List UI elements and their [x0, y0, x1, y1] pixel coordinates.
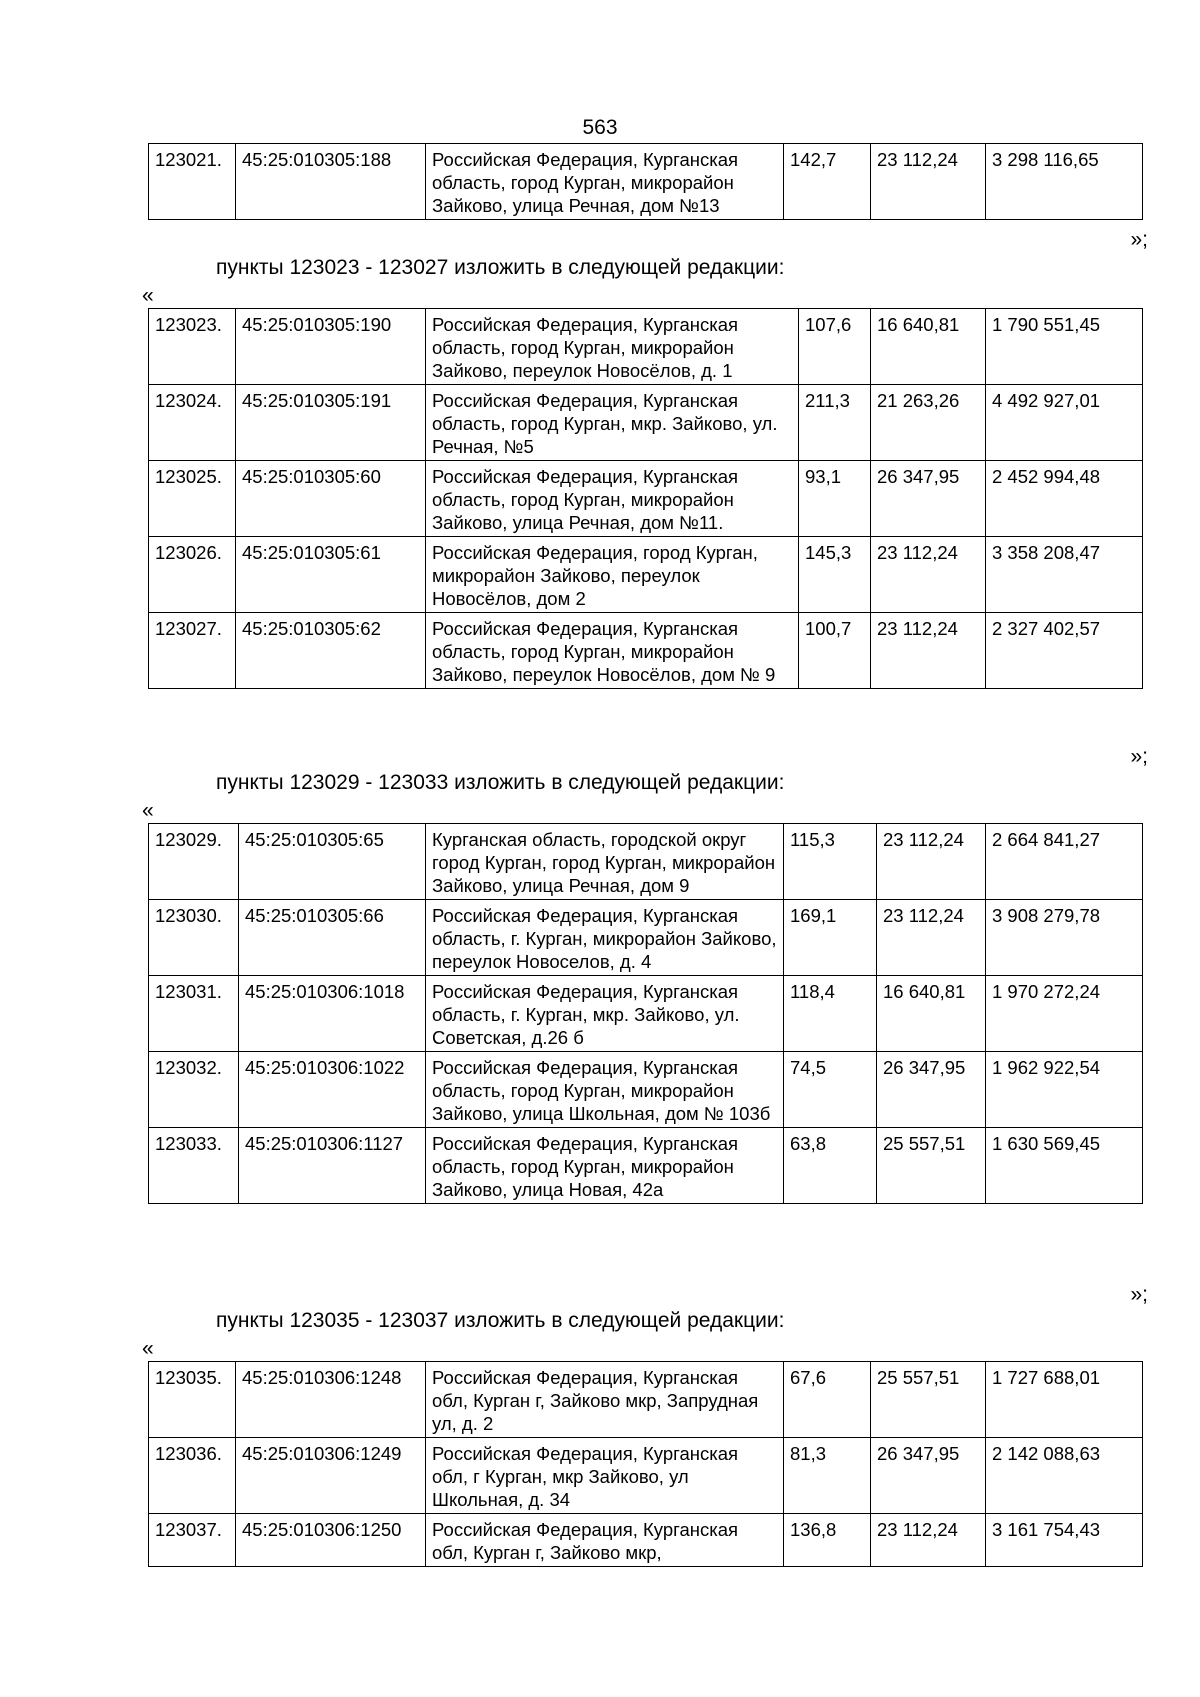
row-number-cell: 123037.: [149, 1514, 236, 1567]
table-row: [149, 824, 1143, 900]
amendment-intro-1: пункты 123023 - 123027 изложить в следующей редакции:: [216, 256, 785, 279]
items-table-2: [148, 823, 1143, 1204]
area-cell: 74,5: [784, 1052, 877, 1128]
rate-cell: 23 112,24: [871, 537, 986, 613]
area-cell: 145,3: [799, 537, 871, 613]
row-number-cell: 123023.: [149, 309, 236, 385]
address-cell: Российская Федерация, город Курган, микрорайон Зайково, переулок Новосёлов, дом 2: [426, 537, 799, 613]
row-number-cell: 123025.: [149, 461, 236, 537]
row-number-cell: 123033.: [149, 1128, 239, 1204]
area-cell: 118,4: [784, 976, 877, 1052]
table-block-1: [148, 308, 1142, 689]
items-table-3: [148, 1361, 1143, 1567]
area-cell: 63,8: [784, 1128, 877, 1204]
cadastral-value-cell: 3 358 208,47: [986, 537, 1143, 613]
table-body: [149, 144, 1143, 220]
rate-cell: 26 347,95: [871, 461, 986, 537]
cadastral-number-cell: 45:25:010305:60: [236, 461, 426, 537]
closing-quote: »;: [1130, 745, 1148, 768]
amendment-intro-3: пункты 123035 - 123037 изложить в следующей редакции:: [216, 1309, 785, 1332]
rate-cell: 21 263,26: [871, 385, 986, 461]
address-cell: Российская Федерация, Курганская область, город Курган, микрорайон Зайково, улица Новая, 42а: [426, 1128, 784, 1204]
rate-cell: 23 112,24: [871, 1514, 986, 1567]
cadastral-value-cell: 1 962 922,54: [986, 1052, 1143, 1128]
row-number-cell: 123031.: [149, 976, 239, 1052]
opening-quote: «: [142, 284, 154, 307]
cadastral-value-cell: 2 142 088,63: [986, 1438, 1143, 1514]
row-number-cell: 123036.: [149, 1438, 236, 1514]
cadastral-number-cell: 45:25:010305:66: [239, 900, 426, 976]
area-cell: 169,1: [784, 900, 877, 976]
table-block-3: [148, 1361, 1142, 1567]
row-number-cell: 123029.: [149, 824, 239, 900]
row-number-cell: 123035.: [149, 1362, 236, 1438]
cadastral-value-cell: 1 790 551,45: [986, 309, 1143, 385]
row-number-cell: 123030.: [149, 900, 239, 976]
table-row: [149, 1438, 1143, 1514]
cadastral-value-cell: 3 161 754,43: [986, 1514, 1143, 1567]
opening-quote: «: [142, 799, 154, 822]
table-row: [149, 144, 1143, 220]
cadastral-number-cell: 45:25:010305:188: [236, 144, 426, 220]
table-block-0: [148, 143, 1142, 220]
table-row: [149, 900, 1143, 976]
page-number: 563: [582, 116, 618, 139]
row-number-cell: 123026.: [149, 537, 236, 613]
cadastral-value-cell: 1 727 688,01: [986, 1362, 1143, 1438]
cadastral-value-cell: 2 664 841,27: [986, 824, 1143, 900]
cadastral-number-cell: 45:25:010306:1249: [236, 1438, 426, 1514]
cadastral-value-cell: 1 630 569,45: [986, 1128, 1143, 1204]
area-cell: 93,1: [799, 461, 871, 537]
address-cell: Российская Федерация, Курганская область, город Курган, мкр. Зайково, ул. Речная, №5: [426, 385, 799, 461]
rate-cell: 26 347,95: [871, 1438, 986, 1514]
closing-quote: »;: [1130, 1283, 1148, 1306]
table-body: [149, 309, 1143, 689]
table-body: [149, 1362, 1143, 1567]
table-row: [149, 1052, 1143, 1128]
rate-cell: 16 640,81: [877, 976, 986, 1052]
rate-cell: 23 112,24: [871, 613, 986, 689]
table-row: [149, 309, 1143, 385]
address-cell: Российская Федерация, Курганская область, город Курган, микрорайон Зайково, улица Речная, дом №11.: [426, 461, 799, 537]
cadastral-number-cell: 45:25:010306:1018: [239, 976, 426, 1052]
area-cell: 115,3: [784, 824, 877, 900]
cadastral-value-cell: 2 452 994,48: [986, 461, 1143, 537]
table-block-2: [148, 823, 1142, 1204]
cadastral-value-cell: 3 908 279,78: [986, 900, 1143, 976]
table-row: [149, 613, 1143, 689]
rate-cell: 26 347,95: [877, 1052, 986, 1128]
area-cell: 100,7: [799, 613, 871, 689]
cadastral-number-cell: 45:25:010305:65: [239, 824, 426, 900]
address-cell: Российская Федерация, Курганская область, г. Курган, мкр. Зайково, ул. Советская, д.26 б: [426, 976, 784, 1052]
row-number-cell: 123027.: [149, 613, 236, 689]
rate-cell: 25 557,51: [877, 1128, 986, 1204]
row-number-cell: 123021.: [149, 144, 236, 220]
table-row: [149, 1514, 1143, 1567]
cadastral-number-cell: 45:25:010306:1250: [236, 1514, 426, 1567]
items-table-0: [148, 143, 1143, 220]
area-cell: 136,8: [784, 1514, 871, 1567]
address-cell: Российская Федерация, Курганская обл, г Курган, мкр Зайково, ул Школьная, д. 34: [426, 1438, 784, 1514]
rate-cell: 23 112,24: [877, 824, 986, 900]
cadastral-number-cell: 45:25:010305:190: [236, 309, 426, 385]
address-cell: Российская Федерация, Курганская область, город Курган, микрорайон Зайково, улица Школьная, дом № 103б: [426, 1052, 784, 1128]
table-row: [149, 461, 1143, 537]
closing-quote: »;: [1130, 228, 1148, 251]
rate-cell: 23 112,24: [871, 144, 986, 220]
cadastral-number-cell: 45:25:010306:1248: [236, 1362, 426, 1438]
cadastral-number-cell: 45:25:010305:62: [236, 613, 426, 689]
items-table-1: [148, 308, 1143, 689]
address-cell: Российская Федерация, Курганская обл, Курган г, Зайково мкр,: [426, 1514, 784, 1567]
table-row: [149, 976, 1143, 1052]
table-body: [149, 824, 1143, 1204]
cadastral-number-cell: 45:25:010306:1022: [239, 1052, 426, 1128]
amendment-intro-2: пункты 123029 - 123033 изложить в следующей редакции:: [216, 771, 785, 794]
cadastral-value-cell: 4 492 927,01: [986, 385, 1143, 461]
table-row: [149, 385, 1143, 461]
cadastral-number-cell: 45:25:010306:1127: [239, 1128, 426, 1204]
address-cell: Российская Федерация, Курганская обл, Курган г, Зайково мкр, Запрудная ул, д. 2: [426, 1362, 784, 1438]
area-cell: 67,6: [784, 1362, 871, 1438]
table-row: [149, 537, 1143, 613]
table-row: [149, 1128, 1143, 1204]
address-cell: Российская Федерация, Курганская область, город Курган, микрорайон Зайково, улица Речная, дом №13: [426, 144, 784, 220]
area-cell: 211,3: [799, 385, 871, 461]
area-cell: 81,3: [784, 1438, 871, 1514]
opening-quote: «: [142, 1337, 154, 1360]
cadastral-value-cell: 1 970 272,24: [986, 976, 1143, 1052]
row-number-cell: 123032.: [149, 1052, 239, 1128]
row-number-cell: 123024.: [149, 385, 236, 461]
cadastral-value-cell: 2 327 402,57: [986, 613, 1143, 689]
rate-cell: 25 557,51: [871, 1362, 986, 1438]
table-row: [149, 1362, 1143, 1438]
address-cell: Российская Федерация, Курганская область, город Курган, микрорайон Зайково, переулок Новосёлов, д. 1: [426, 309, 799, 385]
cadastral-number-cell: 45:25:010305:61: [236, 537, 426, 613]
rate-cell: 16 640,81: [871, 309, 986, 385]
area-cell: 107,6: [799, 309, 871, 385]
cadastral-number-cell: 45:25:010305:191: [236, 385, 426, 461]
area-cell: 142,7: [784, 144, 871, 220]
cadastral-value-cell: 3 298 116,65: [986, 144, 1143, 220]
address-cell: Российская Федерация, Курганская область, город Курган, микрорайон Зайково, переулок Новосёлов, дом № 9: [426, 613, 799, 689]
address-cell: Курганская область, городской округ город Курган, город Курган, микрорайон Зайково, улица Речная, дом 9: [426, 824, 784, 900]
rate-cell: 23 112,24: [877, 900, 986, 976]
address-cell: Российская Федерация, Курганская область, г. Курган, микрорайон Зайково, переулок Новоселов, д. 4: [426, 900, 784, 976]
